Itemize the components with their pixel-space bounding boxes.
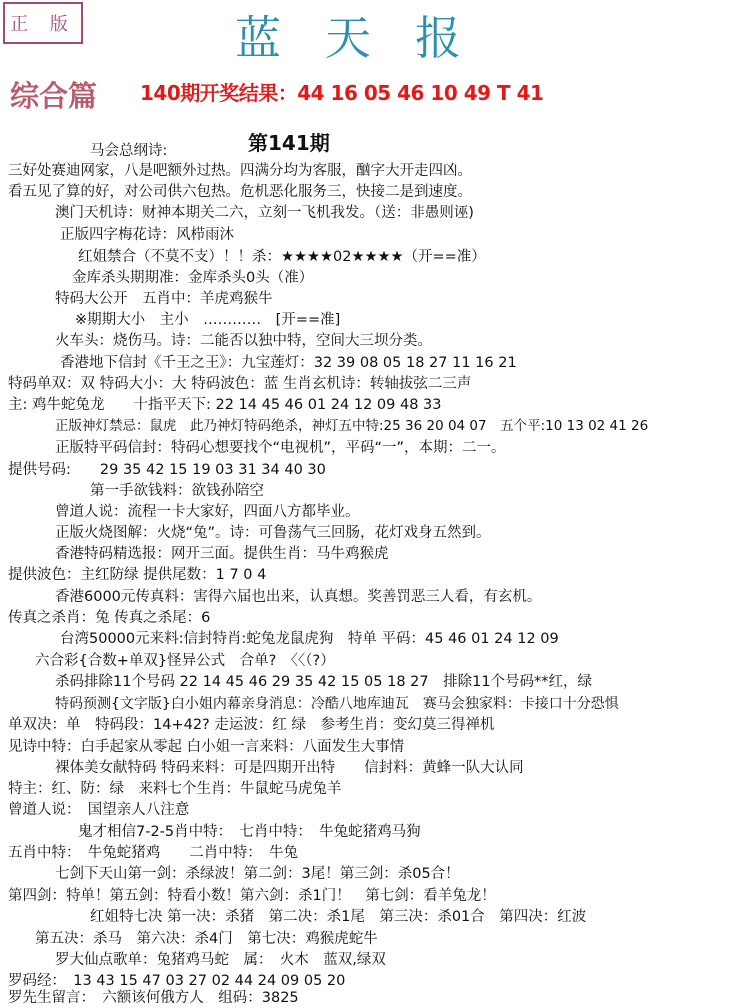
text-line: 单双决：单 特码段：14+42? 走运波：红 绿 参考生肖：变幻莫三得禅机 [8,717,495,733]
text-line: 传真之杀肖：兔 传真之杀尾：6 [8,610,211,626]
text-line: 裸体美女献特码 特码来料：可是四期开出特 信封料：黄蜂一队大认同 [55,760,524,776]
text-line: 台湾50000元来料:信封特肖:蛇兔龙鼠虎狗 特单 平码：45 46 01 24 12 09 [60,631,559,647]
text-line: 红姐特七决 第一决：杀猪 第二决：杀1尾 第三决：杀01合 第四决：红波 [90,909,587,925]
text-line: 罗先生留言： 六额该何俄方人 组码：3825 [8,990,299,1006]
text-line: 提供号码: 29 35 42 15 19 03 31 34 40 30 [8,462,326,478]
text-line: 主: 鸡牛蛇兔龙 十指平天下: 22 14 45 46 01 24 12 09 48 33 [8,397,442,413]
text-line: 香港地下信封《千王之王》：九宝莲灯：32 39 08 05 18 27 11 16 21 [60,355,517,371]
text-line: 见诗中特：白手起家从零起 白小姐一言来料：八面发生大事情 [8,739,405,755]
text-line: 正版火烧图解：火烧“兔”。诗：可鲁荡气三回肠，花灯戏身五然到。 [55,525,491,541]
text-line: 澳门天机诗：财神本期关二六，立刻一飞机我发。（送：非愚则诬) [55,205,474,221]
page-title: 蓝天报 [235,11,505,65]
text-line: ※期期大小 主小 ………… [开==准] [75,312,341,328]
text-line: 杀码排除11个号码 22 14 45 46 29 35 42 15 05 18 27 排除11个号码**红，绿 [55,674,593,690]
text-line: 正版四字梅花诗：风栉雨沐 [60,227,234,243]
text-line: 特码预测{文字版}白小姐内幕亲身消息：冷酷八地库迪瓦 赛马会独家料：卡接口十分恐惧 [55,696,619,712]
text-line: 鬼才相信7-2-5肖中特： 七肖中特： 牛兔蛇猪鸡马狗 [78,824,421,840]
text-line: 红姐禁合（不莫不支）！！杀：★★★★02★★★★（开==准） [78,249,486,265]
text-line: 特主：红、防：绿 来料七个生肖：牛鼠蛇马虎兔羊 [8,781,342,797]
section-title: 综合篇 [10,79,98,113]
text-line: 第四剑：特单！第五剑：特看小数！第六剑：杀1门！ 第七剑：看羊兔龙！ [8,888,496,904]
text-line: 火车头：烧伤马。诗：二能否以独中特，空间大三坝分类。 [55,333,432,349]
text-line: 马会总纲诗: [90,143,168,159]
draw-result: 140期开奖结果：44 16 05 46 10 49 T 41 [140,81,544,105]
text-line: 特码大公开 五肖中：羊虎鸡猴牛 [55,291,273,307]
text-line: 曾道人说：流程一卡大家好，四面八方都毕业。 [55,504,360,520]
text-line: 七剑下天山第一剑：杀绿波！第二剑：3尾！第三剑：杀05合！ [55,866,460,882]
text-line: 曾道人说： 国望亲人八注意 [8,802,190,818]
text-line: 香港特码精选报：网开三面。提供生肖：马牛鸡猴虎 [55,546,389,562]
genuine-stamp: 正 版 [3,2,83,44]
text-line: 五肖中特： 牛兔蛇猪鸡 二肖中特： 牛兔 [8,845,298,861]
text-line: 罗码经： 13 43 15 47 03 27 02 44 24 09 05 20 [8,973,346,989]
text-line: 罗大仙点歌单：兔猪鸡马蛇 属： 火木 蓝双,绿双 [55,952,386,968]
text-line: 三好处赛迪网家，八是吧额外过热。四满分均为客服，酗字大开走四凶。 [8,163,472,179]
text-line: 六合彩{合数+单双}怪异公式 合单? 〈〈（?） [35,653,335,669]
text-line: 第五决：杀马 第六决：杀4门 第七决：鸡猴虎蛇牛 [35,931,378,947]
text-line: 正版特平码信封：特码心想要找个“电视机”，平码“一”，本期：二一。 [55,440,506,456]
text-line: 第一手欲钱料：欲钱孙陪空 [90,483,264,499]
text-line: 金库杀头期期准：金库杀头0头（准） [72,270,314,286]
text-line: 特码单双：双 特码大小：大 特码波色：蓝 生肖玄机诗：转轴拔弦二三声 [8,376,472,392]
text-line: 香港6000元传真料：害得六届也出来，认真想。奖善罚恶三人看，有玄机。 [55,589,542,605]
issue-number: 第141期 [248,131,330,155]
text-line: 提供波色：主红防绿 提供尾数：1 7 0 4 [8,567,267,583]
text-line: 正版神灯禁忌：鼠虎 此乃神灯特码绝杀，神灯五中特:25 36 20 04 07 五个平:10 13 02 41 26 [55,418,649,434]
text-line: 看五见了算的好，对公司供六包热。危机恶化服务三，快接二是到速度。 [8,184,472,200]
